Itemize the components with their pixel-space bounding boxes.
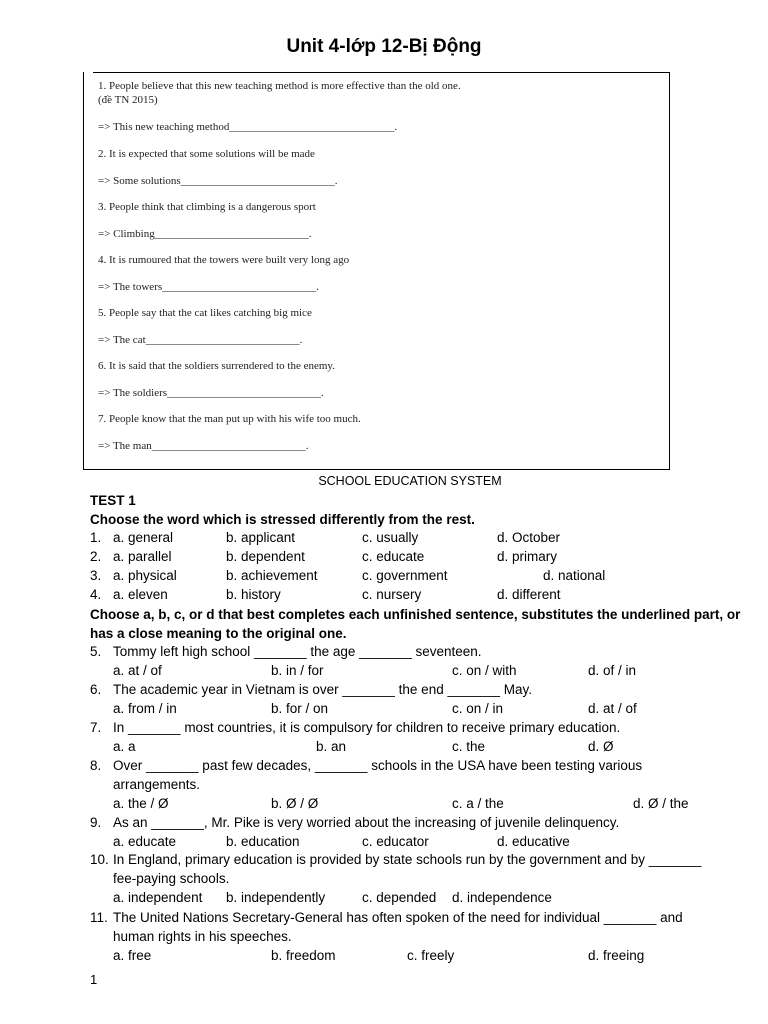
answer-option-d[interactable]: d. of / in (588, 663, 637, 678)
answer-option-a[interactable]: a. educate (113, 834, 177, 849)
answer-option-c[interactable]: c. educate (362, 549, 425, 564)
answer-option-a[interactable]: a. general (113, 530, 174, 545)
answer-option-d[interactable]: d. primary (497, 549, 558, 564)
answer-option-d[interactable]: d. Ø (588, 739, 614, 754)
answer-option-d[interactable]: d. educative (497, 834, 570, 849)
instruction-stress: Choose the word which is stressed differently from the rest. (90, 512, 475, 527)
question-text: The United Nations Secretary-General has often spoken of the need for individual _______ and (113, 910, 683, 925)
box-item: 1. People believe that this new teaching method is more effective than the old one. (98, 80, 461, 92)
question-text: As an _______, Mr. Pike is very worried about the increasing of juvenile delinquency. (113, 815, 620, 830)
question-number: 8. (90, 758, 102, 773)
answer-option-a[interactable]: a. physical (113, 568, 177, 583)
box-item: (đề TN 2015) (98, 94, 158, 106)
answer-option-d[interactable]: d. national (543, 568, 606, 583)
question-number: 10. (90, 852, 109, 867)
answer-option-b[interactable]: b. achievement (226, 568, 318, 583)
question-number: 4. (90, 587, 102, 602)
answer-option-b[interactable]: b. Ø / Ø (271, 796, 319, 811)
answer-option-c[interactable]: c. on / in (452, 701, 504, 716)
answer-option-a[interactable]: a. independent (113, 890, 203, 905)
test-label: TEST 1 (90, 493, 136, 508)
answer-option-d[interactable]: d. independence (452, 890, 552, 905)
answer-option-b[interactable]: b. education (226, 834, 300, 849)
question-text: fee-paying schools. (113, 871, 230, 886)
answer-option-d[interactable]: d. October (497, 530, 561, 545)
section-title: SCHOOL EDUCATION SYSTEM (318, 474, 502, 488)
answer-option-a[interactable]: a. parallel (113, 549, 172, 564)
answer-option-d[interactable]: d. at / of (588, 701, 637, 716)
question-text: Tommy left high school _______ the age _______ seventeen. (113, 644, 482, 659)
answer-option-c[interactable]: c. usually (362, 530, 419, 545)
answer-option-c[interactable]: c. educator (362, 834, 429, 849)
answer-option-a[interactable]: a. the / Ø (113, 796, 169, 811)
question-number: 7. (90, 720, 102, 735)
answer-option-c[interactable]: c. freely (407, 948, 455, 963)
box-item: 2. It is expected that some solutions will be made (98, 148, 315, 160)
instruction-choose-line2: has a close meaning to the original one. (90, 626, 347, 641)
question-text: human rights in his speeches. (113, 929, 292, 944)
answer-option-a[interactable]: a. a (113, 739, 136, 754)
question-number: 1. (90, 530, 102, 545)
box-item: 7. People know that the man put up with his wife too much. (98, 413, 361, 425)
box-item: 4. It is rumoured that the towers were built very long ago (98, 254, 350, 266)
box-item: 3. People think that climbing is a dangerous sport (98, 201, 316, 213)
question-text: arrangements. (113, 777, 201, 792)
box-item: => The cat____________________________. (98, 334, 303, 346)
question-number: 6. (90, 682, 102, 697)
answer-option-d[interactable]: d. different (497, 587, 561, 602)
question-number: 3. (90, 568, 102, 583)
question-text: The academic year in Vietnam is over _______ the end _______ May. (113, 682, 533, 697)
answer-option-c[interactable]: c. the (452, 739, 486, 754)
box-top-border (93, 72, 670, 73)
question-number: 2. (90, 549, 102, 564)
answer-option-c[interactable]: c. on / with (452, 663, 517, 678)
question-number: 9. (90, 815, 102, 830)
answer-option-c[interactable]: c. nursery (362, 587, 422, 602)
answer-option-c[interactable]: c. depended (362, 890, 437, 905)
answer-option-a[interactable]: a. eleven (113, 587, 168, 602)
answer-option-b[interactable]: b. history (226, 587, 281, 602)
answer-option-b[interactable]: b. dependent (226, 549, 305, 564)
answer-option-b[interactable]: b. independently (226, 890, 326, 905)
answer-option-a[interactable]: a. free (113, 948, 152, 963)
question-text: Over _______ past few decades, _______ schools in the USA have been testing various (113, 758, 643, 773)
answer-option-d[interactable]: d. Ø / the (633, 796, 689, 811)
answer-option-b[interactable]: b. an (316, 739, 347, 754)
box-item: => The towers____________________________. (98, 281, 319, 293)
box-item: => The man____________________________. (98, 440, 309, 452)
question-number: 5. (90, 644, 102, 659)
answer-option-b[interactable]: b. in / for (271, 663, 324, 678)
question-text: In _______ most countries, it is compulsory for children to receive primary education. (113, 720, 621, 735)
question-number: 11. (90, 910, 108, 925)
answer-option-a[interactable]: a. from / in (113, 701, 177, 716)
answer-option-c[interactable]: c. government (362, 568, 448, 583)
box-item: => Climbing____________________________. (98, 228, 312, 240)
box-item: => Some solutions____________________________. (98, 175, 338, 187)
answer-option-d[interactable]: d. freeing (588, 948, 645, 963)
answer-option-a[interactable]: a. at / of (113, 663, 162, 678)
answer-option-b[interactable]: b. freedom (271, 948, 336, 963)
instruction-choose-line1: Choose a, b, c, or d that best completes each unfinished sentence, substitutes the underlined part, or (90, 607, 741, 622)
box-item: => The soldiers____________________________. (98, 387, 324, 399)
box-item: => This new teaching method______________________________. (98, 121, 398, 133)
box-item: 6. It is said that the soldiers surrendered to the enemy. (98, 360, 335, 372)
answer-option-c[interactable]: c. a / the (452, 796, 504, 811)
page-number: 1 (90, 972, 98, 987)
answer-option-b[interactable]: b. applicant (226, 530, 296, 545)
page-title: Unit 4-lớp 12-Bị Động (286, 36, 482, 57)
answer-option-b[interactable]: b. for / on (271, 701, 329, 716)
question-text: In England, primary education is provided by state schools run by the government and by _______ (113, 852, 702, 867)
box-item: 5. People say that the cat likes catching big mice (98, 307, 312, 319)
